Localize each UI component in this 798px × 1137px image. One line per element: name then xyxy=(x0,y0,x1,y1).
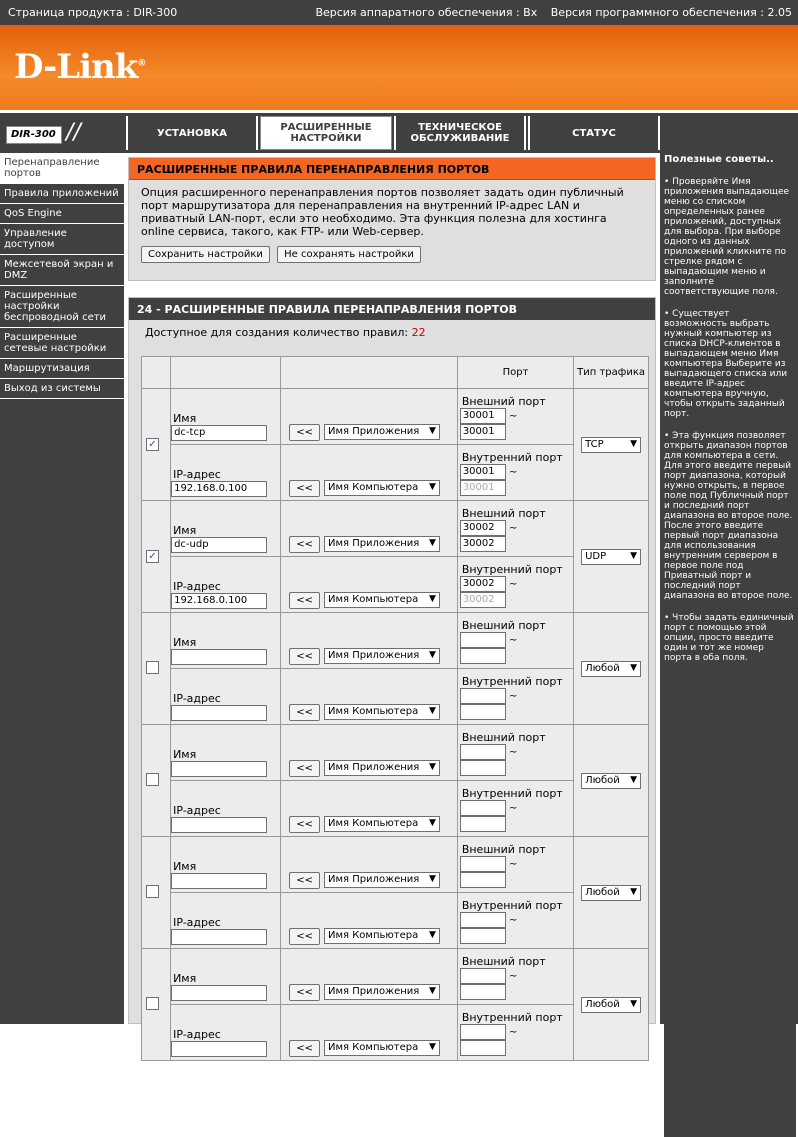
col-traffic: Тип трафика xyxy=(574,357,649,389)
ip-label: IP-адрес xyxy=(173,692,221,705)
pc-fill-button[interactable]: << xyxy=(289,928,320,945)
header-banner xyxy=(0,25,798,110)
name-label: Имя xyxy=(173,860,197,873)
available-count: 22 xyxy=(411,326,426,339)
computer-name-select[interactable]: Имя Компьютера ▼ xyxy=(324,480,440,496)
internal-port-start-input[interactable] xyxy=(460,912,506,928)
external-port-label: Внешний порт xyxy=(461,395,546,408)
sidebar-item-logout[interactable]: Выход из системы xyxy=(0,379,124,399)
rule-enable-checkbox[interactable]: ✓ xyxy=(146,438,159,451)
external-port-end-input[interactable]: 30002 xyxy=(460,536,506,552)
dlink-logo: D-Link® xyxy=(14,47,146,87)
hardware-version: Версия аппаратного обеспечения : Bx xyxy=(315,6,538,19)
tab-advanced[interactable]: РАСШИРЕННЫЕ НАСТРОЙКИ xyxy=(260,116,392,150)
chevron-down-icon: ▼ xyxy=(429,874,436,884)
pc-fill-button[interactable]: << xyxy=(289,704,320,721)
help-title: Полезные советы.. xyxy=(664,154,774,165)
rule-row-ip xyxy=(142,557,649,613)
pc-fill-button[interactable]: << xyxy=(289,480,320,497)
internal-port-end-input[interactable]: 30002 xyxy=(460,592,506,608)
rule-row xyxy=(142,389,649,445)
chevron-down-icon: ▼ xyxy=(630,774,638,785)
chevron-down-icon: ▼ xyxy=(429,426,436,436)
app-name-select[interactable]: Имя Приложения ▼ xyxy=(324,872,440,888)
help-tip-2: • Существует возможность выбрать нужный компьютер из списка DHCP-клиентов в выпадающем меню Имя компьютера Выберите из выпадающего списка или введите IP-адрес компьютера вручную, чтобы открыть заданный порт. xyxy=(664,309,788,419)
external-port-label: Внешний порт xyxy=(461,843,546,856)
app-fill-button[interactable]: << xyxy=(289,872,320,889)
rule-row xyxy=(142,949,649,1005)
range-separator: ~ xyxy=(509,859,518,870)
help-tip-3: • Эта функция позволяет открыть диапазон портов для компьютера в сети. Для этого введите первый порт диапазона, который нужно открыть, в первое поле под Публичный порт и последний порт диапазона во второе поле. После этого введите первый порт диапазона для использования внутренним сервером в первое поле под Приватный порт и последний порт диапазона во второе поле. xyxy=(664,431,793,601)
intro-title: РАСШИРЕННЫЕ ПРАВИЛА ПЕРЕНАПРАВЛЕНИЯ ПОРТОВ xyxy=(129,158,655,180)
computer-name-select[interactable]: Имя Компьютера ▼ xyxy=(324,1040,440,1056)
range-separator: ~ xyxy=(509,915,518,926)
app-name-select[interactable]: Имя Приложения ▼ xyxy=(324,760,440,776)
internal-port-label: Внутренний порт xyxy=(461,899,563,912)
rule-row-ip xyxy=(142,893,649,949)
range-separator: ~ xyxy=(509,803,518,814)
app-fill-button[interactable]: << xyxy=(289,424,320,441)
product-page-label: Страница продукта : DIR-300 xyxy=(8,6,178,19)
range-separator: ~ xyxy=(509,1027,518,1038)
rule-ip-input[interactable]: 192.168.0.100 xyxy=(171,481,267,497)
rule-enable-checkbox[interactable]: ✓ xyxy=(146,550,159,563)
help-panel xyxy=(660,153,798,1024)
rule-name-input[interactable] xyxy=(171,985,267,1001)
range-separator: ~ xyxy=(509,635,518,646)
rule-enable-checkbox[interactable] xyxy=(146,661,159,674)
dont-save-button[interactable]: Не сохранять настройки xyxy=(277,246,421,263)
name-label: Имя xyxy=(173,636,197,649)
rule-row-ip xyxy=(142,781,649,837)
traffic-type-select[interactable]: TCP ▼ xyxy=(581,437,641,453)
sidebar-item-port-forwarding[interactable]: Перенаправление портов xyxy=(0,153,124,184)
sidebar-item-routing[interactable]: Маршрутизация xyxy=(0,359,124,379)
rule-name-input[interactable] xyxy=(171,761,267,777)
chevron-down-icon: ▼ xyxy=(429,762,436,772)
rule-name-input[interactable]: dc-tcp xyxy=(171,425,267,441)
range-separator: ~ xyxy=(509,579,518,590)
name-label: Имя xyxy=(173,412,197,425)
external-port-end-input[interactable] xyxy=(460,872,506,888)
app-name-select[interactable]: Имя Приложения ▼ xyxy=(324,984,440,1000)
col-port: Порт xyxy=(457,357,573,389)
internal-port-start-input[interactable]: 30002 xyxy=(460,576,506,592)
external-port-end-input[interactable]: 30001 xyxy=(460,424,506,440)
internal-port-end-input[interactable] xyxy=(460,1040,506,1056)
sidebar-item-firewall-dmz[interactable]: Межсетевой экран и DMZ xyxy=(0,255,124,286)
computer-name-select[interactable]: Имя Компьютера ▼ xyxy=(324,704,440,720)
app-name-select[interactable]: Имя Приложения ▼ xyxy=(324,648,440,664)
rule-ip-input[interactable] xyxy=(171,929,267,945)
chevron-down-icon: ▼ xyxy=(429,706,436,716)
ip-label: IP-адрес xyxy=(173,468,221,481)
chevron-down-icon: ▼ xyxy=(630,998,638,1009)
chevron-down-icon: ▼ xyxy=(429,930,436,940)
external-port-label: Внешний порт xyxy=(461,731,546,744)
top-info-bar xyxy=(0,0,798,25)
traffic-type-select[interactable]: Любой ▼ xyxy=(581,773,641,789)
ip-label: IP-адрес xyxy=(173,1028,221,1041)
rules-table xyxy=(141,356,649,1061)
rule-row-ip xyxy=(142,445,649,501)
internal-port-start-input[interactable] xyxy=(460,1024,506,1040)
chevron-down-icon: ▼ xyxy=(429,818,436,828)
range-separator: ~ xyxy=(509,971,518,982)
rule-name-input[interactable] xyxy=(171,873,267,889)
external-port-start-input[interactable]: 30001 xyxy=(460,408,506,424)
rule-enable-checkbox[interactable] xyxy=(146,773,159,786)
chevron-down-icon: ▼ xyxy=(429,986,436,996)
rule-row xyxy=(142,837,649,893)
firmware-version: Версия программного обеспечения : 2.05 xyxy=(550,6,792,19)
external-port-end-input[interactable] xyxy=(460,648,506,664)
chevron-down-icon: ▼ xyxy=(630,886,638,897)
range-separator: ~ xyxy=(509,691,518,702)
external-port-label: Внешний порт xyxy=(461,619,546,632)
help-tip-4: • Чтобы задать единичный порт с помощью этой опции, просто введите один и тот же номер порта в оба поля. xyxy=(664,613,794,663)
chevron-down-icon: ▼ xyxy=(429,538,436,548)
sidebar-item-qos[interactable]: QoS Engine xyxy=(0,204,124,224)
internal-port-end-input[interactable] xyxy=(460,928,506,944)
external-port-label: Внешний порт xyxy=(461,507,546,520)
rule-row xyxy=(142,613,649,669)
ip-label: IP-адрес xyxy=(173,916,221,929)
external-port-start-input[interactable] xyxy=(460,744,506,760)
range-separator: ~ xyxy=(509,747,518,758)
internal-port-label: Внутренний порт xyxy=(461,787,563,800)
rule-enable-checkbox[interactable] xyxy=(146,885,159,898)
rules-panel xyxy=(128,297,656,1054)
rule-row-ip xyxy=(142,669,649,725)
main-nav xyxy=(0,113,798,153)
chevron-down-icon: ▼ xyxy=(429,1042,436,1052)
rule-ip-input[interactable] xyxy=(171,817,267,833)
chevron-down-icon: ▼ xyxy=(630,438,638,449)
traffic-type-select[interactable]: Любой ▼ xyxy=(581,885,641,901)
sidebar-item-access-control[interactable]: Управление доступом xyxy=(0,224,124,255)
internal-port-label: Внутренний порт xyxy=(461,451,563,464)
app-fill-button[interactable]: << xyxy=(289,536,320,553)
internal-port-label: Внутренний порт xyxy=(461,1011,563,1024)
name-label: Имя xyxy=(173,748,197,761)
internal-port-end-input[interactable] xyxy=(460,704,506,720)
app-fill-button[interactable]: << xyxy=(289,984,320,1001)
chevron-down-icon: ▼ xyxy=(429,650,436,660)
chevron-down-icon: ▼ xyxy=(429,594,436,604)
internal-port-start-input[interactable]: 30001 xyxy=(460,464,506,480)
ip-label: IP-адрес xyxy=(173,580,221,593)
external-port-start-input[interactable] xyxy=(460,856,506,872)
external-port-start-input[interactable] xyxy=(460,632,506,648)
sidebar-item-app-rules[interactable]: Правила приложений xyxy=(0,184,124,204)
pc-fill-button[interactable]: << xyxy=(289,816,320,833)
traffic-type-select[interactable]: Любой ▼ xyxy=(581,997,641,1013)
app-fill-button[interactable]: << xyxy=(289,760,320,777)
pc-fill-button[interactable]: << xyxy=(289,592,320,609)
traffic-type-select[interactable]: UDP ▼ xyxy=(581,549,641,565)
app-name-select[interactable]: Имя Приложения ▼ xyxy=(324,536,440,552)
intro-text: Опция расширенного перенаправления портов позволяет задать один публичный порт маршрутизатора для перенаправления на внутренний IP-адрес LAN и приватный LAN-порт, если это необходимо. Эта функция полезна для хостинга online сервиса, такого, как FTP- или Web-сервер. xyxy=(141,186,624,238)
internal-port-start-input[interactable] xyxy=(460,688,506,704)
internal-port-label: Внутренний порт xyxy=(461,675,563,688)
main-content xyxy=(124,153,660,1054)
computer-name-select[interactable]: Имя Компьютера ▼ xyxy=(324,816,440,832)
rule-name-input[interactable]: dc-udp xyxy=(171,537,267,553)
rule-row-ip xyxy=(142,1005,649,1061)
computer-name-select[interactable]: Имя Компьютера ▼ xyxy=(324,592,440,608)
chevron-down-icon: ▼ xyxy=(630,550,638,561)
rules-title: 24 - РАСШИРЕННЫЕ ПРАВИЛА ПЕРЕНАПРАВЛЕНИЯ ПОРТОВ xyxy=(129,298,655,320)
rule-ip-input[interactable]: 192.168.0.100 xyxy=(171,593,267,609)
save-button[interactable]: Сохранить настройки xyxy=(141,246,270,263)
external-port-label: Внешний порт xyxy=(461,955,546,968)
available-rules: Доступное для создания количество правил: 22 xyxy=(145,326,426,339)
app-name-select[interactable]: Имя Приложения ▼ xyxy=(324,424,440,440)
range-separator: ~ xyxy=(509,411,518,422)
range-separator: ~ xyxy=(509,467,518,478)
intro-panel xyxy=(128,157,656,281)
internal-port-label: Внутренний порт xyxy=(461,563,563,576)
rule-name-input[interactable] xyxy=(171,649,267,665)
external-port-end-input[interactable] xyxy=(460,760,506,776)
external-port-start-input[interactable]: 30002 xyxy=(460,520,506,536)
model-label: DIR-300 xyxy=(6,126,62,144)
model-badge: DIR-300 // xyxy=(2,118,120,150)
internal-port-end-input[interactable] xyxy=(460,816,506,832)
traffic-type-select[interactable]: Любой ▼ xyxy=(581,661,641,677)
tab-status[interactable]: СТАТУС xyxy=(528,116,660,150)
sidebar-item-network[interactable]: Расширенные сетевые настройки xyxy=(0,328,124,359)
rule-ip-input[interactable] xyxy=(171,1041,267,1057)
internal-port-start-input[interactable] xyxy=(460,800,506,816)
range-separator: ~ xyxy=(509,523,518,534)
rule-enable-checkbox[interactable] xyxy=(146,997,159,1010)
ip-label: IP-адрес xyxy=(173,804,221,817)
external-port-start-input[interactable] xyxy=(460,968,506,984)
name-label: Имя xyxy=(173,972,197,985)
pc-fill-button[interactable]: << xyxy=(289,1040,320,1057)
external-port-end-input[interactable] xyxy=(460,984,506,1000)
computer-name-select[interactable]: Имя Компьютера ▼ xyxy=(324,928,440,944)
rule-ip-input[interactable] xyxy=(171,705,267,721)
sidebar xyxy=(0,153,124,1024)
app-fill-button[interactable]: << xyxy=(289,648,320,665)
tab-setup[interactable]: УСТАНОВКА xyxy=(126,116,258,150)
internal-port-end-input[interactable]: 30001 xyxy=(460,480,506,496)
sidebar-item-wireless[interactable]: Расширенные настройки беспроводной сети xyxy=(0,286,124,328)
chevron-down-icon: ▼ xyxy=(429,482,436,492)
chevron-down-icon: ▼ xyxy=(630,662,638,673)
help-tip-1: • Проверяйте Имя приложения выпадающее меню со списком определенных ранее приложений, доступных для выбора. При выборе одного из данных приложений кликните по стрелке рядом с выпадающим меню и заполните соответствующие поля. xyxy=(664,177,790,297)
tab-maintenance[interactable]: ТЕХНИЧЕСКОЕ ОБСЛУЖИВАНИЕ xyxy=(394,116,526,150)
rule-row xyxy=(142,501,649,557)
rule-row xyxy=(142,725,649,781)
name-label: Имя xyxy=(173,524,197,537)
